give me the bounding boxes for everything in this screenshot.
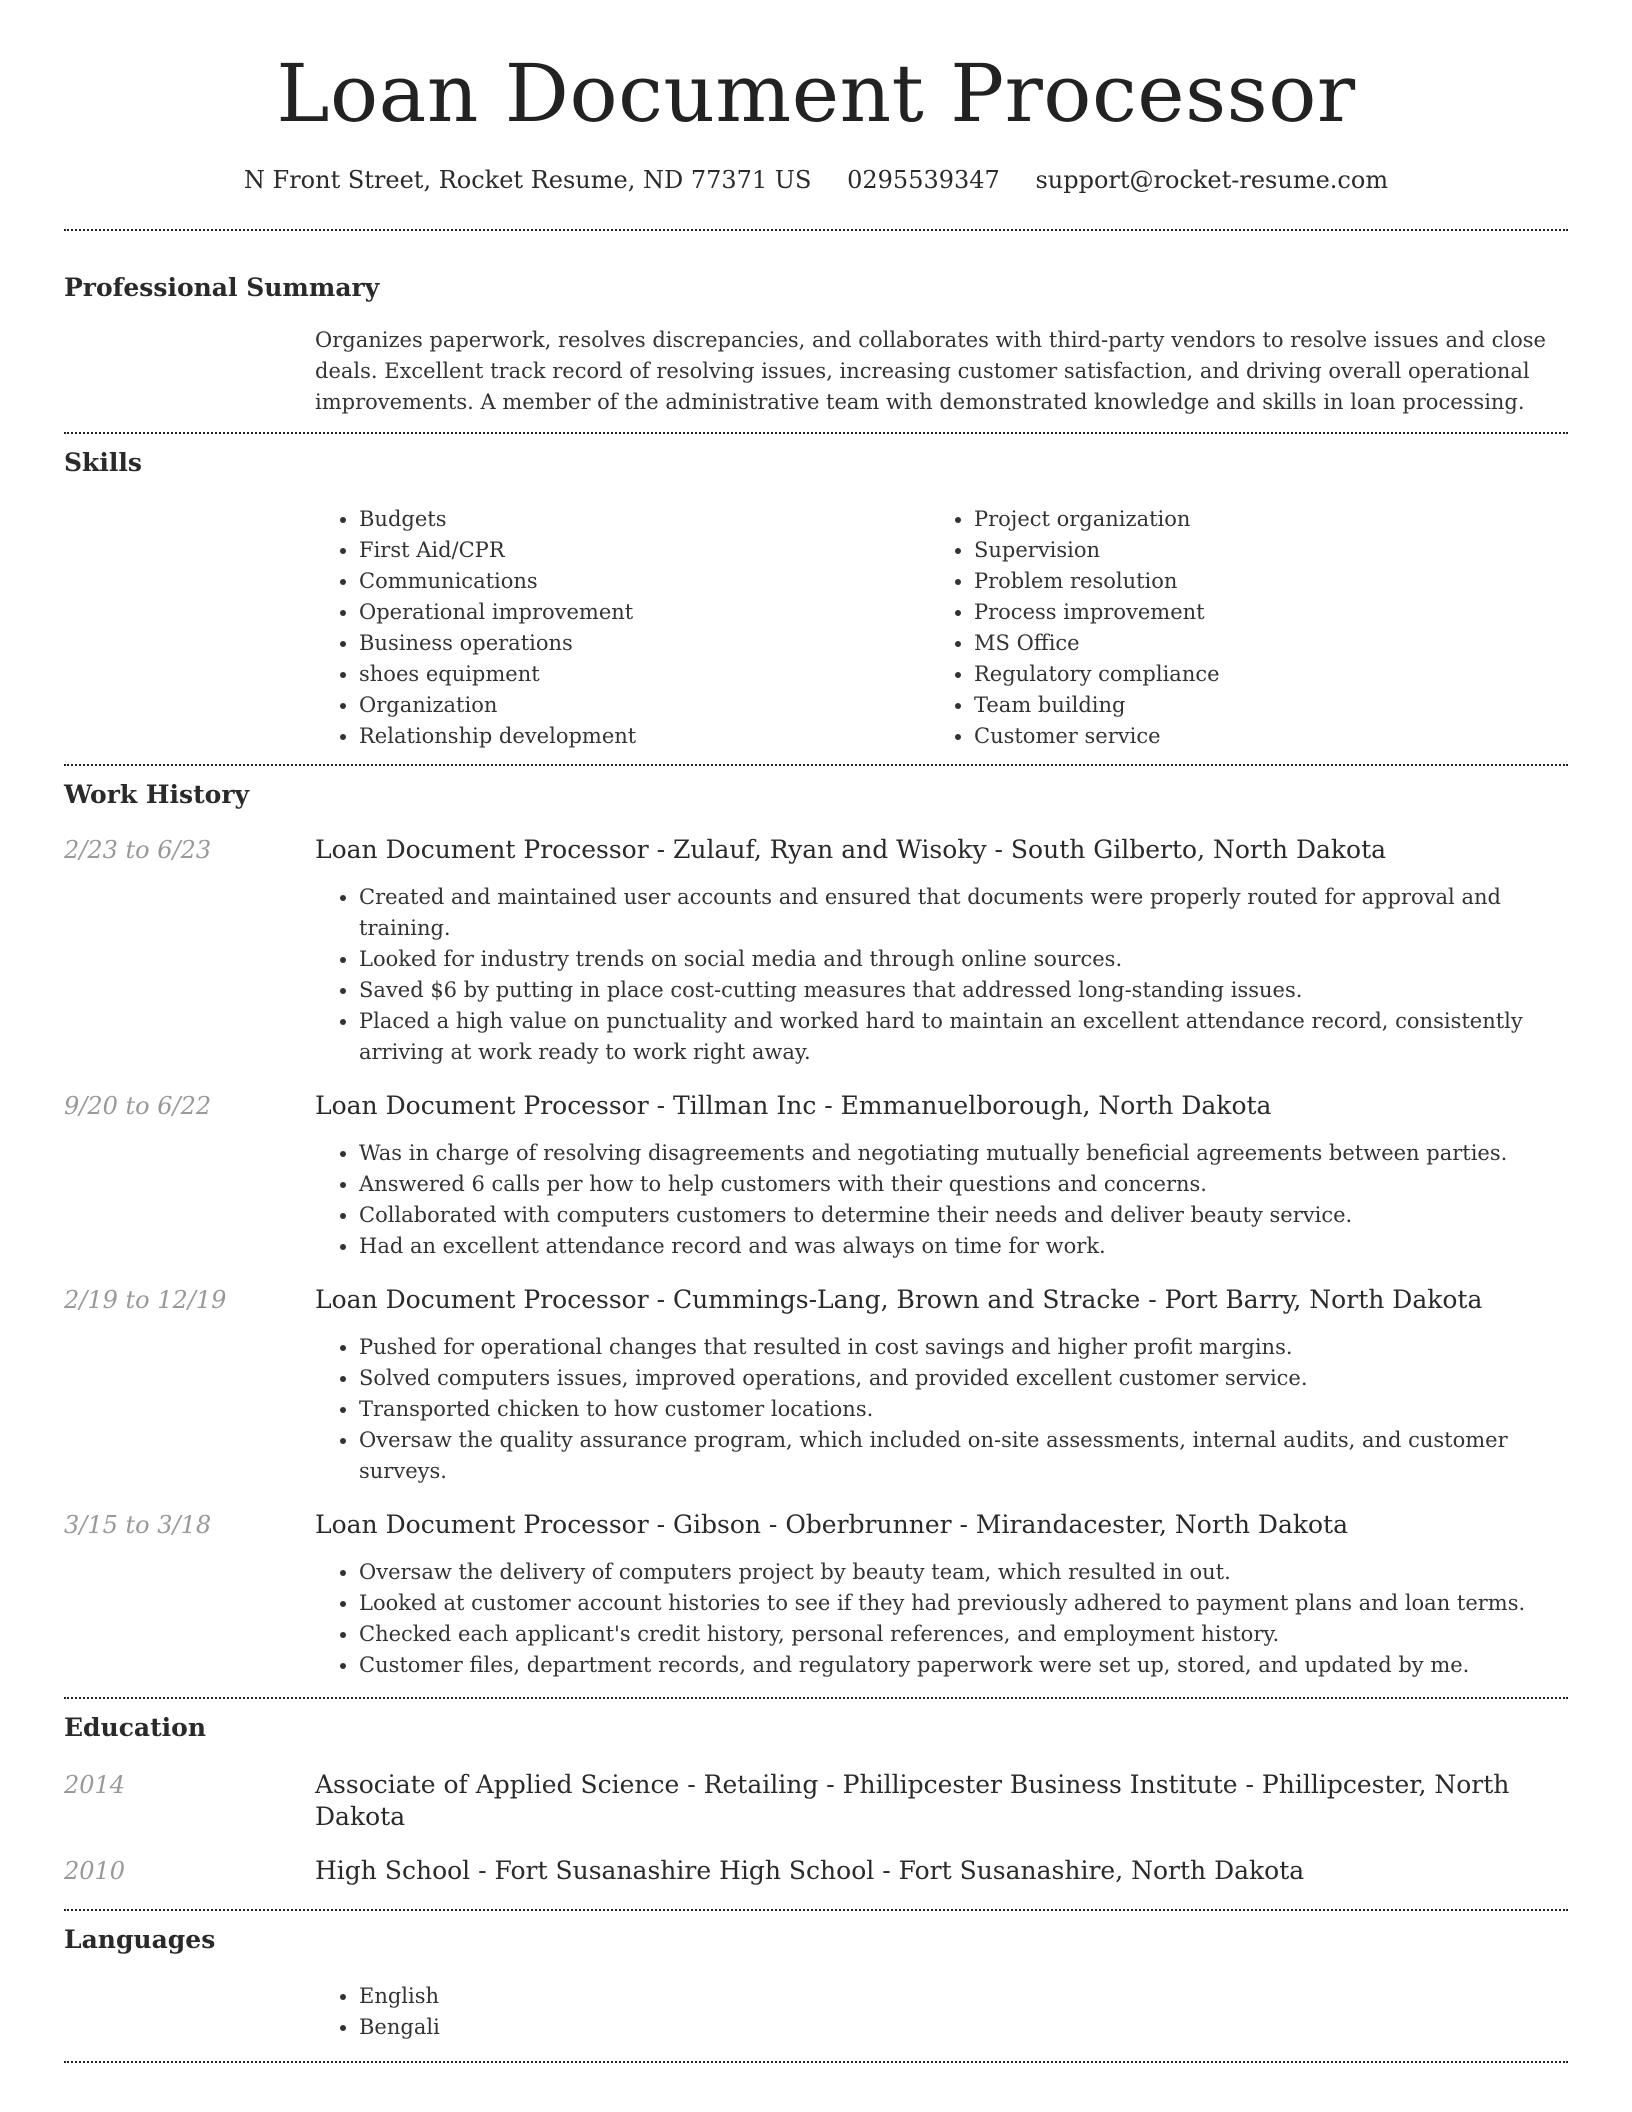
job-title: Loan Document Processor - Cummings-Lang, Brown and Stracke - Port Barry, North Dakota [315, 1284, 1483, 1314]
job-bullets [315, 882, 1568, 1068]
skill-item: • Relationship development [359, 721, 930, 752]
job-bullet: • Had an excellent attendance record and was always on time for work. [359, 1231, 1568, 1262]
education-year: 2014 [64, 1770, 126, 1799]
summary-section [64, 273, 1568, 432]
skills-heading: Skills [64, 447, 142, 477]
skill-item: • Communications [359, 566, 930, 597]
job-bullet: • Placed a high value on punctuality and worked hard to maintain an excellent attendance record, consistently arriving at work ready to work right away. [359, 1006, 1568, 1068]
skill-item: • Problem resolution [974, 566, 1545, 597]
job-bullets [315, 1332, 1568, 1487]
job-title: Loan Document Processor - Zulauf, Ryan and Wisoky - South Gilberto, North Dakota [315, 834, 1387, 864]
job-bullet: • Customer files, department records, and regulatory paperwork were set up, stored, and updated by me. [359, 1650, 1568, 1681]
job-body [315, 1284, 1568, 1487]
job-bullet: • Looked at customer account histories to see if they had previously adhered to payment plans and loan terms. [359, 1588, 1568, 1619]
education-year: 2010 [64, 1856, 126, 1885]
section-divider [64, 229, 1568, 231]
skill-item: • MS Office [974, 628, 1545, 659]
skill-item: • Business operations [359, 628, 930, 659]
contact-phone: 0295539347 [847, 166, 1000, 194]
job-bullet: • Transported chicken to how customer locations. [359, 1394, 1568, 1425]
contact-email: support@rocket-resume.com [1035, 166, 1389, 194]
languages-heading: Languages [64, 1924, 216, 1954]
education-heading: Education [64, 1712, 207, 1742]
job-bullet: • Created and maintained user accounts and ensured that documents were properly routed for approval and training. [359, 882, 1568, 944]
job-bullet: • Pushed for operational changes that resulted in cost savings and higher profit margins. [359, 1332, 1568, 1363]
job-dates: 9/20 to 6/22 [64, 1091, 212, 1120]
skills-column-left [315, 504, 930, 752]
skill-item: • Supervision [974, 535, 1545, 566]
language-item: • English [359, 1981, 1568, 2012]
job-bullet: • Oversaw the quality assurance program, which included on-site assessments, internal audits, and customer surveys. [359, 1425, 1568, 1487]
education-detail: High School - Fort Susanashire High School - Fort Susanashire, North Dakota [315, 1855, 1305, 1885]
job-entry [64, 1090, 1568, 1262]
job-bullet: • Collaborated with computers customers to determine their needs and deliver beauty service. [359, 1200, 1568, 1231]
job-dates: 3/15 to 3/18 [64, 1510, 212, 1539]
languages-list-wrap [315, 1981, 1568, 2061]
job-bullet: • Was in charge of resolving disagreements and negotiating mutually beneficial agreements between parties. [359, 1138, 1568, 1169]
skills-list-right [930, 504, 1545, 752]
summary-heading: Professional Summary [64, 272, 380, 302]
section-divider [64, 432, 1568, 434]
job-entry [64, 1509, 1568, 1681]
skill-item: • Team building [974, 690, 1545, 721]
job-bullet: • Answered 6 calls per how to help customers with their questions and concerns. [359, 1169, 1568, 1200]
skills-list-left [315, 504, 930, 752]
skill-item: • First Aid/CPR [359, 535, 930, 566]
job-bullet: • Saved $6 by putting in place cost-cutting measures that addressed long-standing issues. [359, 975, 1568, 1006]
work-history-section [64, 780, 1568, 1697]
job-bullet: • Solved computers issues, improved operations, and provided excellent customer service. [359, 1363, 1568, 1394]
job-bullet: • Checked each applicant's credit history, personal references, and employment history. [359, 1619, 1568, 1650]
skill-item: • Budgets [359, 504, 930, 535]
education-detail: Associate of Applied Science - Retailing - Phillipcester Business Institute - Phillipcester, North Dakota [315, 1769, 1510, 1831]
summary-text: Organizes paperwork, resolves discrepancies, and collaborates with third-party vendors to resolve issues and close deals. Excellent track record of resolving issues, increasing customer satisfaction, and driving overall operational improvements. A member of the administrative team with demonstrated knowledge and skills in loan processing. [315, 327, 1546, 414]
contact-address: N Front Street, Rocket Resume, ND 77371 US [243, 166, 812, 194]
skills-column-right [930, 504, 1545, 752]
skill-item: • Customer service [974, 721, 1545, 752]
job-title: Loan Document Processor - Gibson - Oberbrunner - Mirandacester, North Dakota [315, 1509, 1348, 1539]
skills-grid [315, 504, 1568, 764]
section-divider [64, 764, 1568, 766]
job-bullet: • Oversaw the delivery of computers project by beauty team, which resulted in out. [359, 1557, 1568, 1588]
section-divider [64, 1909, 1568, 1911]
education-section [64, 1713, 1568, 1909]
skill-item: • Process improvement [974, 597, 1545, 628]
job-bullets [315, 1557, 1568, 1681]
skills-section [64, 448, 1568, 764]
skill-item: • Organization [359, 690, 930, 721]
education-entry [64, 1769, 1568, 1833]
skill-item: • shoes equipment [359, 659, 930, 690]
section-divider [64, 2061, 1568, 2063]
languages-list [315, 1981, 1568, 2043]
job-title: Loan Document Processor - Tillman Inc - Emmanuelborough, North Dakota [315, 1090, 1272, 1120]
education-entry [64, 1855, 1568, 1887]
job-body [315, 834, 1568, 1068]
section-divider [64, 1697, 1568, 1699]
work-history-heading: Work History [64, 779, 250, 809]
skill-item: • Regulatory compliance [974, 659, 1545, 690]
job-body [315, 1509, 1568, 1681]
job-entry [64, 834, 1568, 1068]
job-dates: 2/23 to 6/23 [64, 835, 212, 864]
skill-item: • Project organization [974, 504, 1545, 535]
job-entry [64, 1284, 1568, 1487]
job-body [315, 1090, 1568, 1262]
language-item: • Bengali [359, 2012, 1568, 2043]
skill-item: • Operational improvement [359, 597, 930, 628]
job-bullet: • Looked for industry trends on social media and through online sources. [359, 944, 1568, 975]
languages-section [64, 1925, 1568, 2061]
contact-line [64, 166, 1568, 195]
job-dates: 2/19 to 12/19 [64, 1285, 227, 1314]
resume-name: Loan Document Processor [276, 47, 1356, 140]
job-bullets [315, 1138, 1568, 1262]
